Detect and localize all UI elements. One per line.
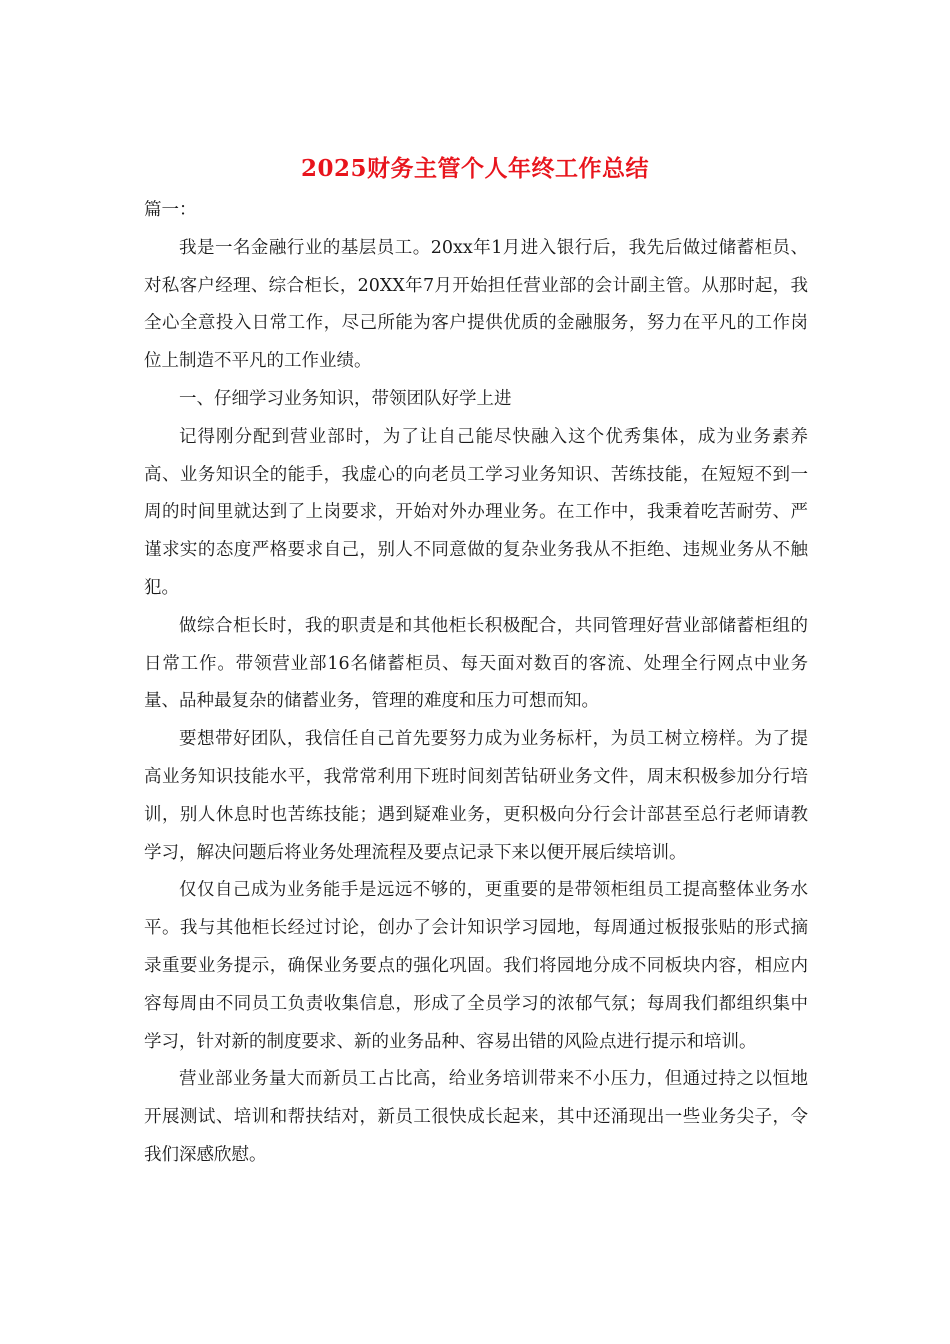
- document-title: 2025财务主管个人年终工作总结: [300, 155, 649, 182]
- section-label: 篇一：: [144, 200, 197, 220]
- paragraph-role-model: 要想带好团队，我信任自己首先要努力成为业务标杆，为员工树立榜样。为了提高业务知识技能水平，我常常利用下班时间刻苦钻研业务文件，周末积极参加分行培训，别人休息时也苦练技能；遇到疑难业务，更积极向分行会计部甚至总行老师请教学习，解决问题后将业务处理流程及要点记录下来以便开展后续培训。: [144, 729, 808, 863]
- section-heading-1: 一、仔细学习业务知识，带领团队好学上进: [179, 388, 512, 409]
- paragraph-training-start: 记得刚分配到营业部时，为了让自己能尽快融入这个优秀集体，成为业务素养高、业务知识全的能手，我虚心的向老员工学习业务知识、苦练技能，在短短不到一周的时间里就达到了上岗要求，开始对外办理业务。在工作中，我秉着吃苦耐劳、严谨求实的态度严格要求自己，别人不同意做的复杂业务我从不拒绝、违规业务从不触犯。: [144, 426, 808, 598]
- paragraph-counter-leader: 做综合柜长时，我的职责是和其他柜长积极配合，共同管理好营业部储蓄柜组的日常工作。带领营业部16名储蓄柜员、每天面对数百的客流、处理全行网点中业务量、品种最复杂的储蓄业务，管理的难度和压力可想而知。: [144, 615, 808, 712]
- document-body: [144, 192, 808, 1175]
- paragraph-new-staff: 营业部业务量大而新员工占比高，给业务培训带来不小压力，但通过持之以恒地开展测试、培训和帮扶结对，新员工很快成长起来，其中还涌现出一些业务尖子，令我们深感欣慰。: [144, 1069, 808, 1165]
- paragraph-intro: 我是一名金融行业的基层员工。20xx年1月进入银行后，我先后做过储蓄柜员、对私客户经理、综合柜长，20XX年7月开始担任营业部的会计副主管。从那时起，我全心全意投入日常工作，尽己所能为客户提供优质的金融服务，努力在平凡的工作岗位上制造不平凡的工作业绩。: [144, 237, 808, 372]
- paragraph-team-learning: 仅仅自己成为业务能手是远远不够的，更重要的是带领柜组员工提高整体业务水平。我与其他柜长经过讨论，创办了会计知识学习园地，每周通过板报张贴的形式摘录重要业务提示，确保业务要点的强化巩固。我们将园地分成不同板块内容，相应内容每周由不同员工负责收集信息，形成了全员学习的浓郁气氛；每周我们都组织集中学习，针对新的制度要求、新的业务品种、容易出错的风险点进行提示和培训。: [144, 880, 808, 1052]
